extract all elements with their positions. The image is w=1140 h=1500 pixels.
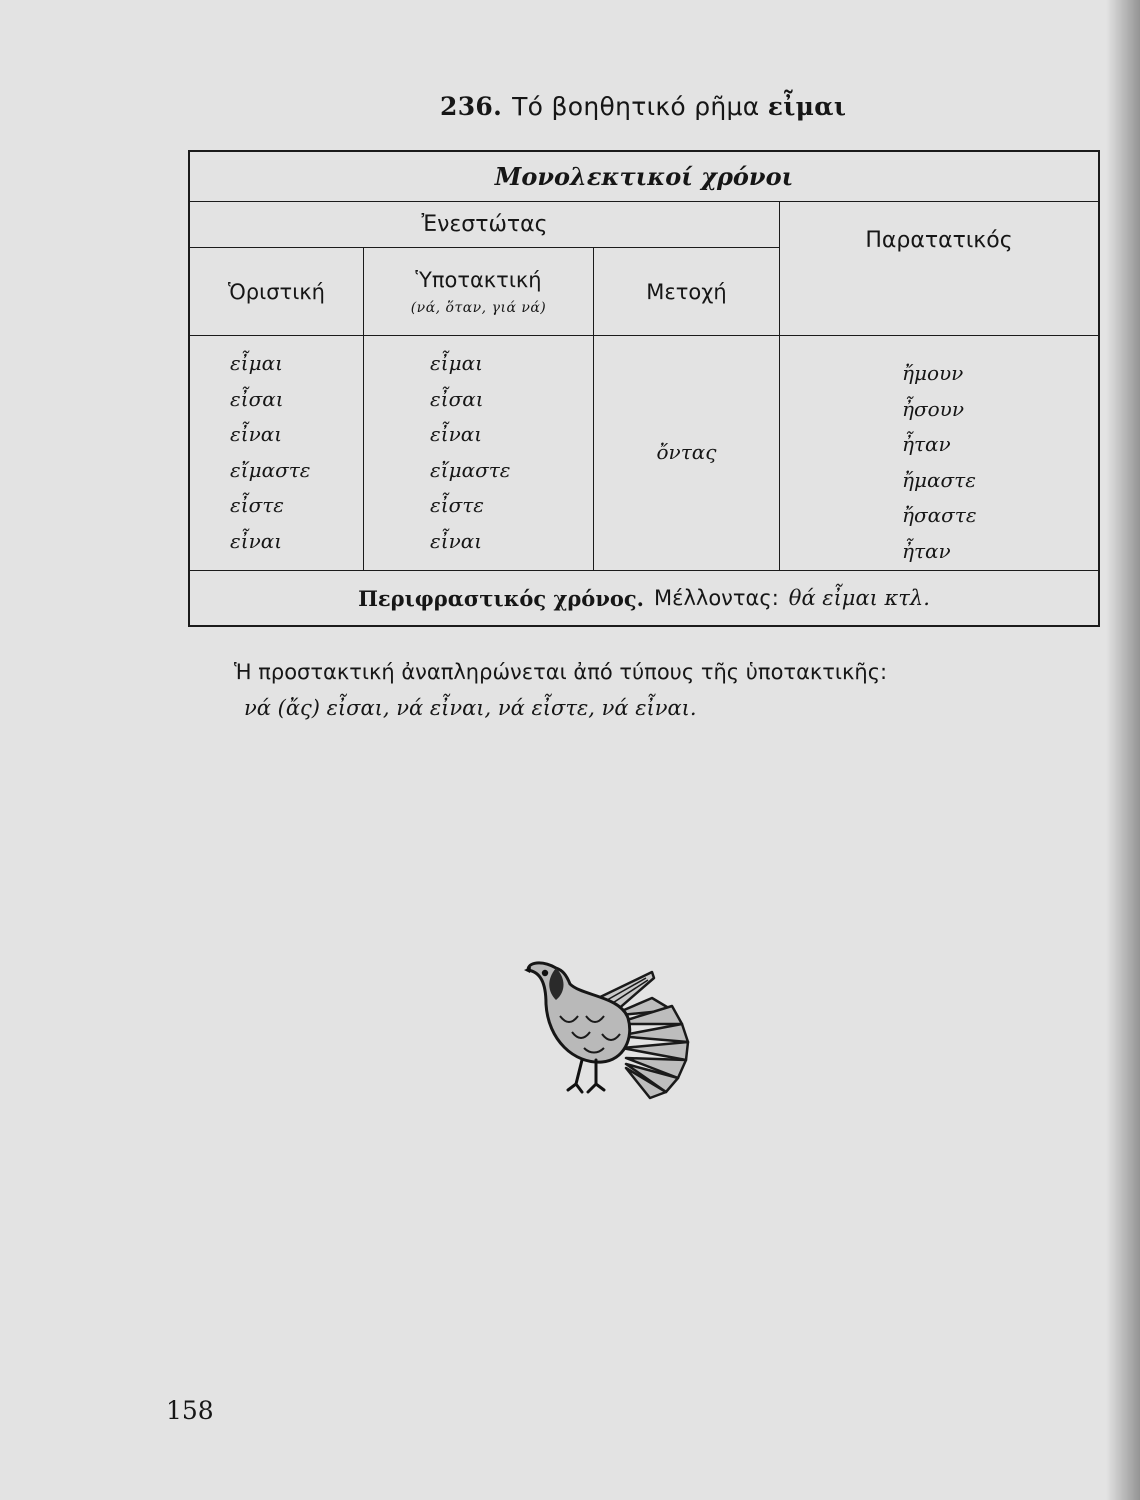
periphrastic-row xyxy=(190,570,1098,625)
verb-form: εἶσαι xyxy=(230,386,284,411)
page-number: 158 xyxy=(166,1396,214,1425)
section-title-text: Τό βοηθητικό ρῆμα xyxy=(512,92,760,121)
verb-form: ἤμουν xyxy=(902,361,964,385)
verb-form: ἦταν xyxy=(902,432,951,457)
verb-form: εἶστε xyxy=(430,493,485,518)
imperfect-tense-header: Παρατατικός xyxy=(780,202,1098,336)
verb-form: εἶμαι xyxy=(430,351,483,375)
verb-form: ἤμαστε xyxy=(902,467,976,492)
imperative-note: Ἡ προστακτική ἀναπληρώνεται ἀπό τύπους τῆς ὑποτακτικῆς: xyxy=(234,660,888,684)
imperfect-forms xyxy=(780,336,1098,570)
bird-icon xyxy=(522,944,722,1104)
indicative-header-label: Ὁριστική xyxy=(228,279,325,304)
participle-header-label: Μετοχή xyxy=(646,279,727,304)
future-label: Μέλλοντας: xyxy=(654,586,779,610)
verb-form: εἴμαστε xyxy=(430,457,511,482)
verb-form: εἶναι xyxy=(230,528,283,553)
subjunctive-particles: (νά, ὅταν, γιά νά) xyxy=(410,299,547,316)
verb-form: εἶμαι xyxy=(230,351,283,375)
present-tense-header: Ἐνεστώτας xyxy=(190,202,780,248)
subjunctive-forms xyxy=(364,336,594,570)
participle-form: ὄντας xyxy=(656,440,717,465)
verb-form: ἤσαστε xyxy=(902,503,977,528)
subjunctive-header-label: Ὑποτακτική xyxy=(415,267,542,292)
verb-form: εἴμαστε xyxy=(230,457,311,482)
section-number: 236. xyxy=(440,92,503,121)
subjunctive-header xyxy=(364,248,594,336)
periphrastic-label: Περιφραστικός χρόνος. xyxy=(358,585,644,611)
indicative-header xyxy=(190,248,364,336)
verb-form: εἶστε xyxy=(230,493,285,518)
participle-form-cell xyxy=(594,336,780,570)
conjugation-table xyxy=(188,150,1100,627)
verb-form: εἶσαι xyxy=(430,386,484,411)
section-title xyxy=(440,92,846,121)
table-banner: Μονολεκτικοί χρόνοι xyxy=(190,152,1098,202)
imperative-example: νά (ἄς) εἶσαι, νά εἶναι, νά εἶστε, νά εἶναι. xyxy=(244,696,697,720)
future-form: θά εἶμαι κτλ. xyxy=(788,586,930,610)
verb-form: εἶναι xyxy=(430,422,483,447)
verb-form: ἦταν xyxy=(902,538,951,563)
verb-form: εἶναι xyxy=(230,422,283,447)
indicative-forms xyxy=(190,336,364,570)
verb-form: ἦσουν xyxy=(902,396,964,421)
section-title-verb: εἶμαι xyxy=(767,92,847,121)
participle-header xyxy=(594,248,780,336)
verb-form: εἶναι xyxy=(430,528,483,553)
